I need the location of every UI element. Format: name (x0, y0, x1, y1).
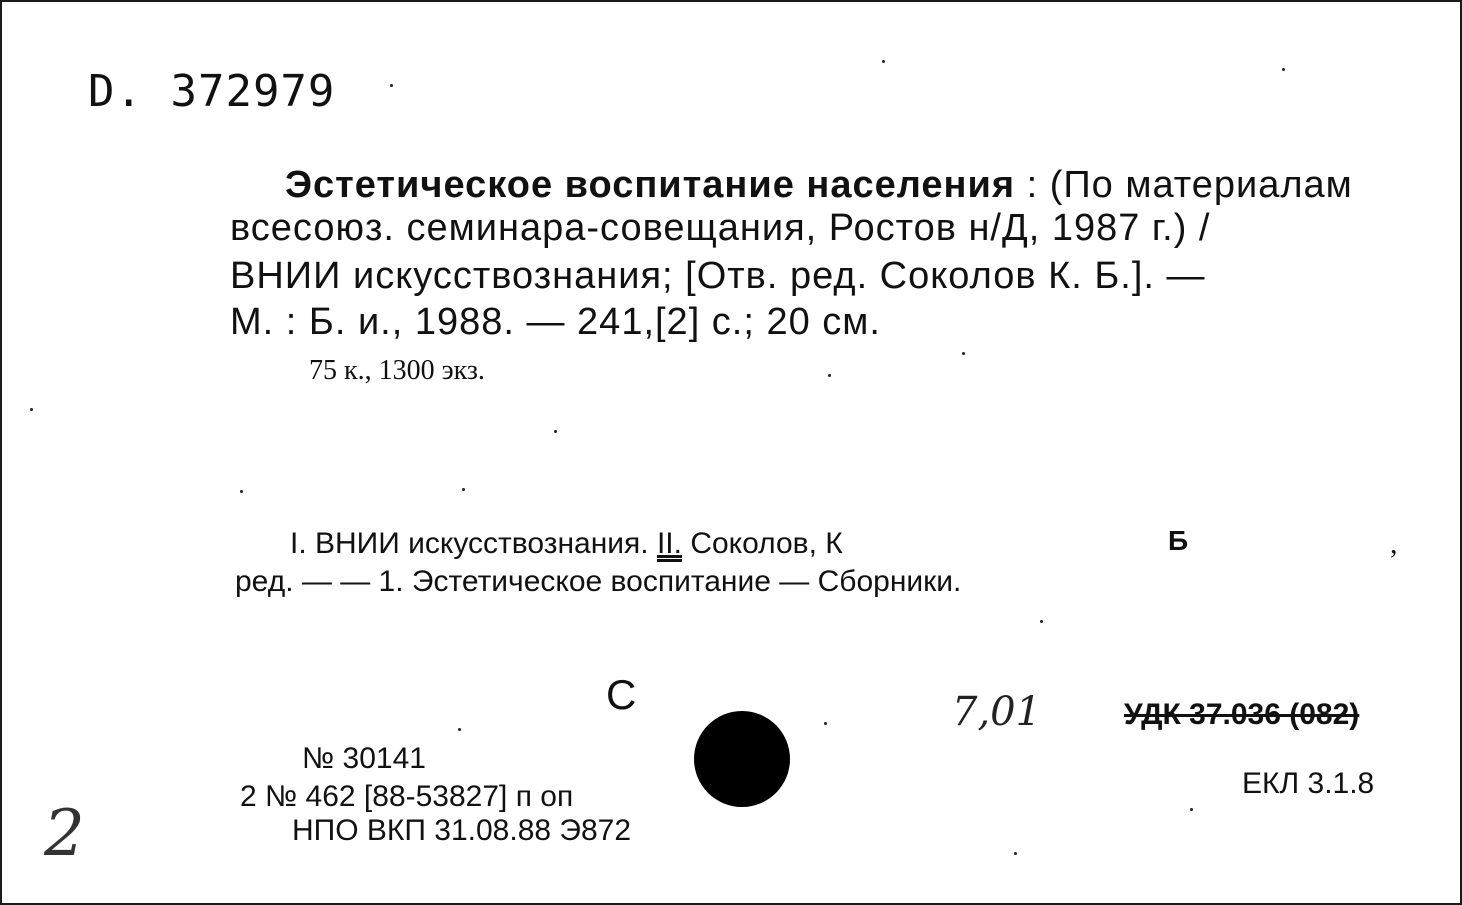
entry-subtitle: : (По материалам (1015, 164, 1353, 206)
speck (554, 430, 557, 433)
tracing-entry-2: Соколов, К (681, 527, 843, 560)
handwritten-code: 7,01 (952, 689, 1042, 735)
handwritten-corner-mark: 2 (44, 797, 85, 871)
tracing-line-2: ред. — — 1. Эстетическое воспитание — Сборники. (235, 565, 962, 598)
speck (240, 490, 243, 493)
tracing-entry-1: I. ВНИИ искусствознания. (290, 527, 657, 560)
speck (882, 60, 885, 63)
speck (30, 408, 33, 411)
tracing-roman-2: II. (656, 527, 682, 560)
order-number: 2 № 462 [88-53827] п оп (240, 780, 574, 813)
udk-code: УДК 37.036 (082) (1124, 698, 1360, 731)
ekl-code: ЕКЛ 3.1.8 (1242, 767, 1375, 800)
price-and-print-run: 75 к., 1300 экз. (309, 355, 485, 386)
tracing-line-1 (290, 529, 843, 559)
speck (458, 728, 461, 731)
speck (828, 374, 831, 377)
speck (462, 488, 465, 491)
tracing-comma: , (1390, 527, 1398, 560)
entry-line-4: М. : Б. и., 1988. — 241,[2] с.; 20 см. (230, 301, 881, 343)
speck (1282, 68, 1285, 71)
entry-title: Эстетическое воспитание населения (285, 164, 1016, 206)
catalog-number: D. 372979 (88, 66, 336, 117)
entry-line-3: ВНИИ искусствознания; [Отв. ред. Соколов К. Б.]. — (230, 255, 1206, 297)
tracing-initial-b: Б (1168, 525, 1189, 556)
printer-imprint: НПО ВКП 31.08.88 Э872 (292, 814, 632, 847)
speck (1014, 852, 1017, 855)
speck (390, 84, 393, 87)
entry-line-2: всесоюз. семинара-совещания, Ростов н/Д, 1987 г.) / (230, 207, 1211, 249)
punch-hole (694, 711, 790, 807)
entry-line-1 (285, 166, 1353, 204)
speck (962, 352, 965, 355)
record-number: № 30141 (302, 742, 426, 775)
speck (824, 722, 827, 725)
speck (1190, 808, 1193, 811)
speck (1040, 620, 1043, 623)
section-letter: С (606, 671, 637, 718)
